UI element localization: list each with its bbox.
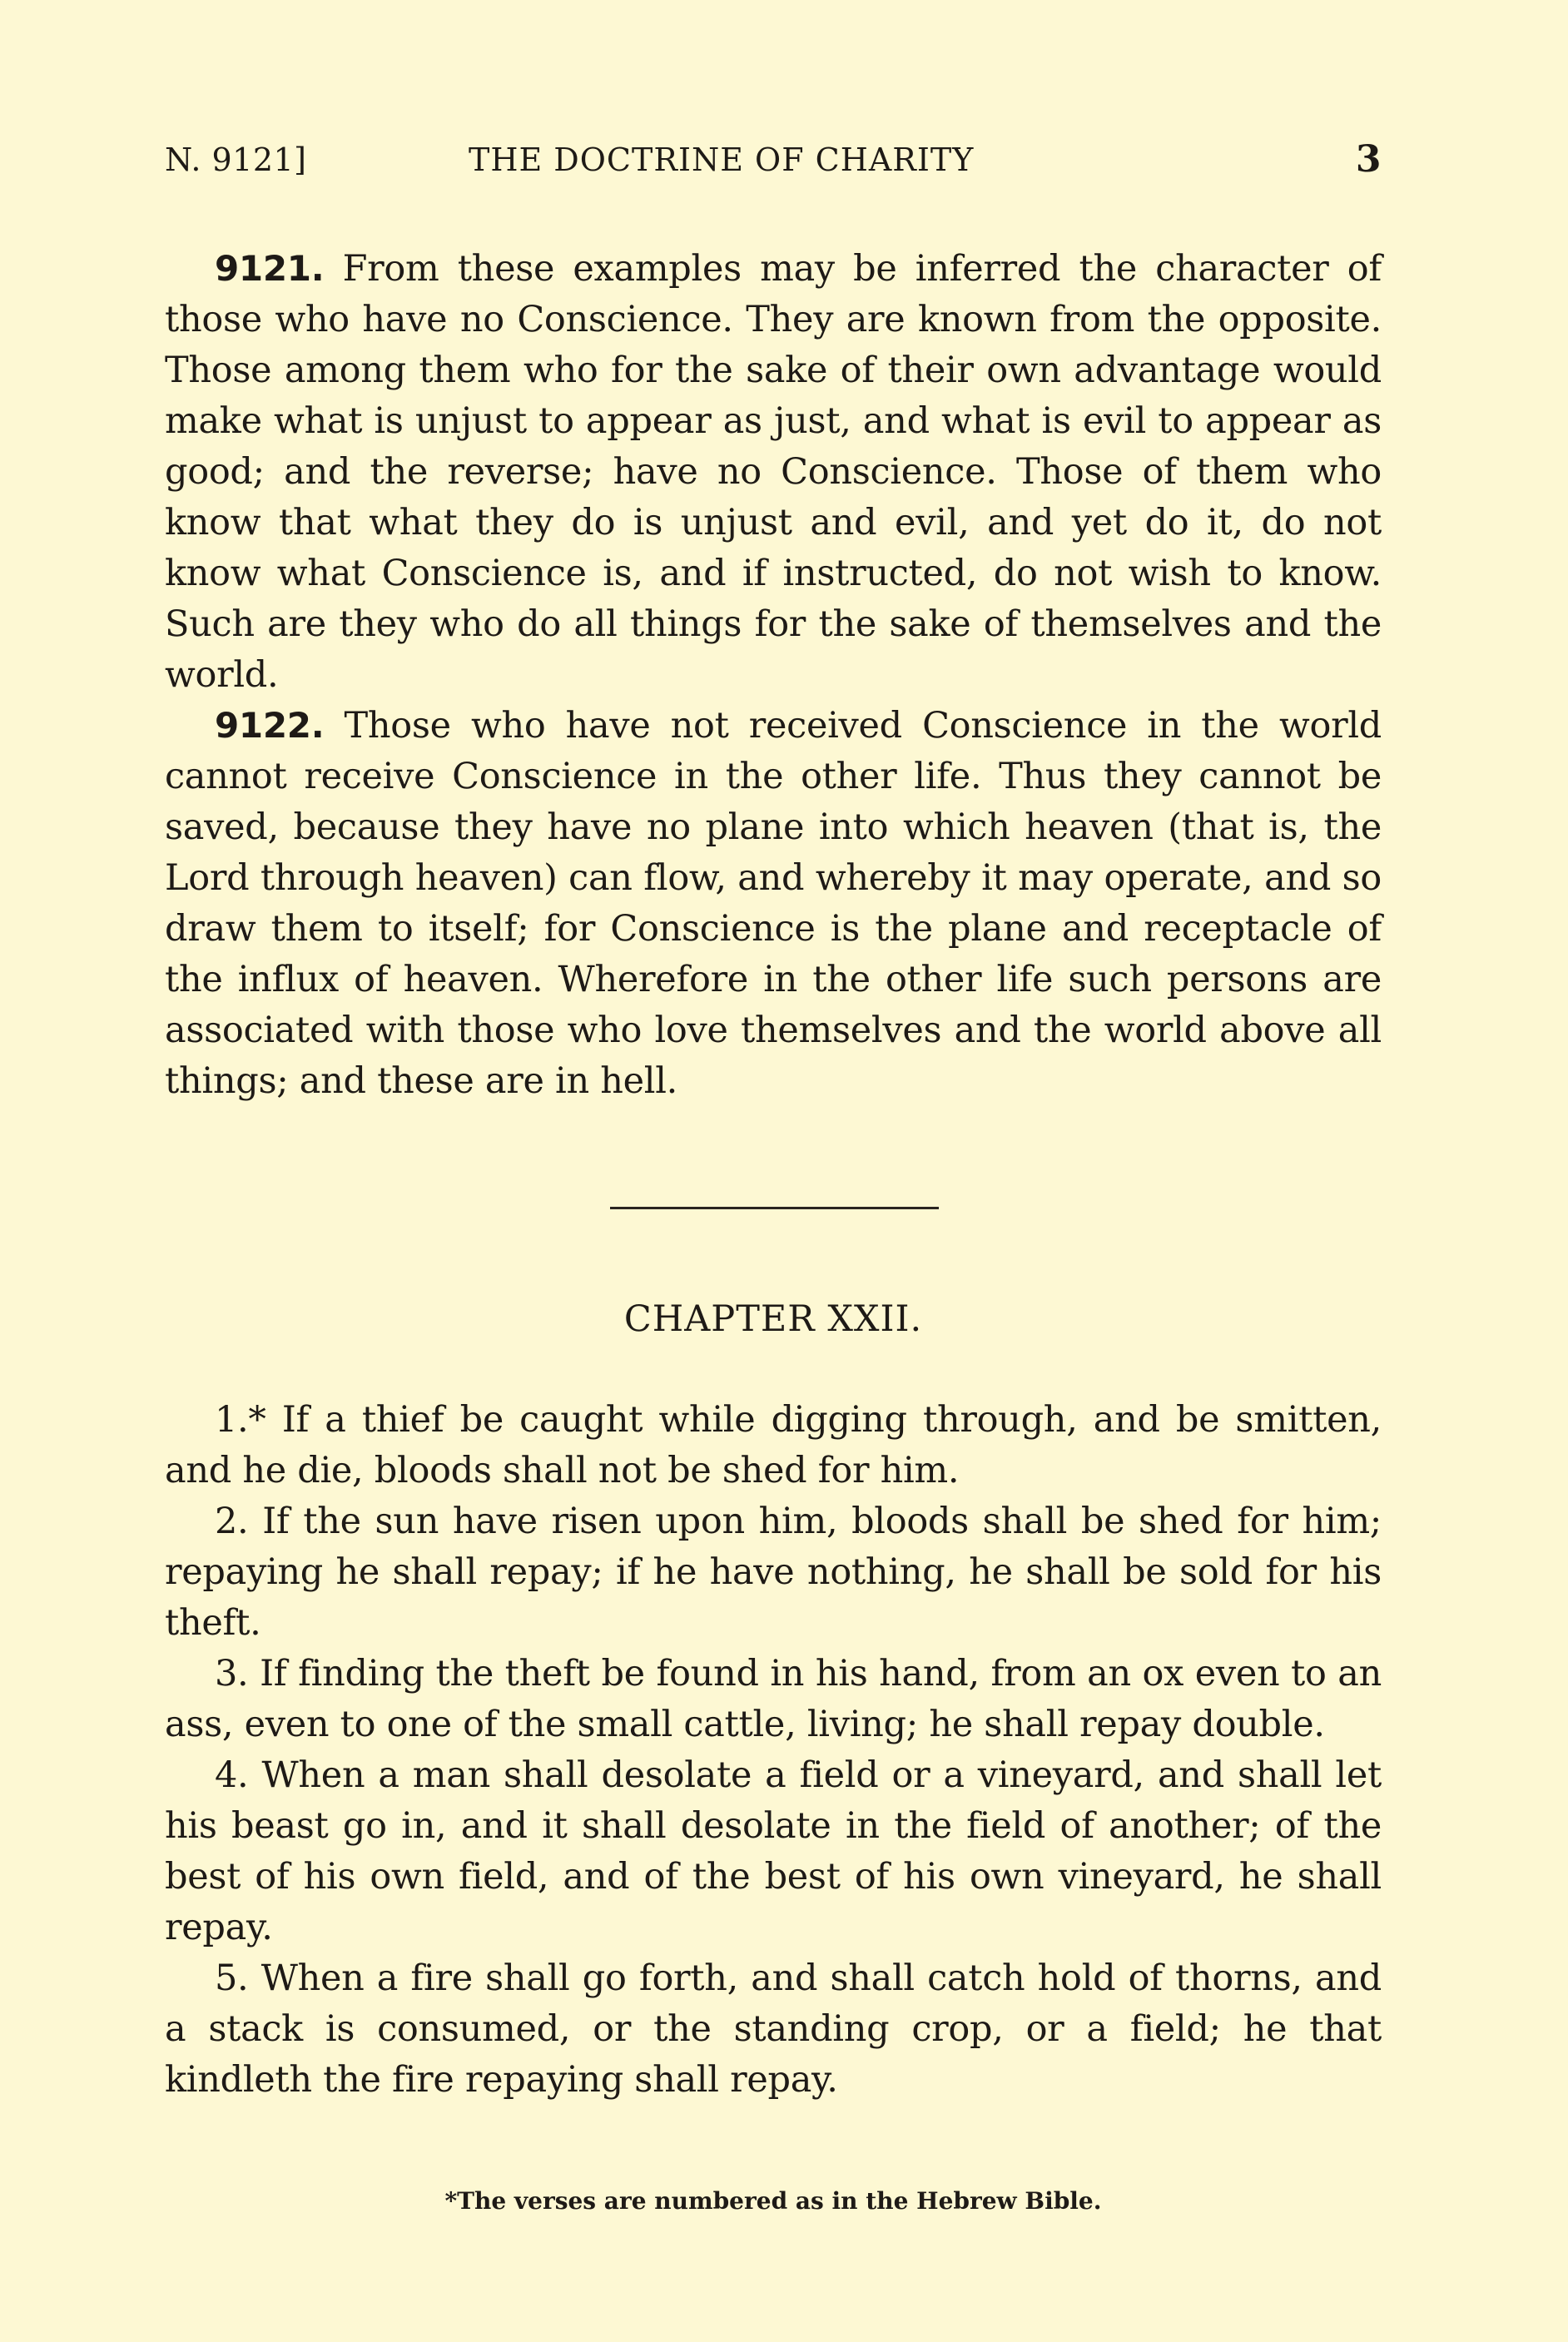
verse-number: 2. bbox=[215, 1501, 249, 1542]
verse bbox=[165, 1750, 1382, 1953]
verse bbox=[165, 1496, 1382, 1649]
running-head bbox=[165, 138, 1382, 183]
book-title: THE DOCTRINE OF CHARITY bbox=[469, 141, 975, 178]
chapter-heading: CHAPTER XXII. bbox=[623, 1298, 923, 1340]
section-9122 bbox=[165, 700, 1382, 1107]
section-divider-rule bbox=[610, 1207, 939, 1209]
verse-number: 3. bbox=[215, 1653, 249, 1694]
page-number: 3 bbox=[1355, 138, 1382, 181]
section-9121 bbox=[165, 243, 1382, 701]
footnote: *The verses are numbered as in the Hebrew Bible. bbox=[444, 2187, 1102, 2215]
verse-text: If the sun have risen upon him, bloods shall be shed for him; repaying he shall repay; if he have nothing, he shall be sold for his theft. bbox=[165, 1501, 1382, 1644]
section-text: Those who have not received Conscience in the world cannot receive Conscience in the other life. Thus they cannot be saved, because they have no plane into which heaven (that is, the Lord through heaven) can flow, and whereby it may operate, and so draw them to itself; for Conscience is the plane and receptacle of the influx of heaven. Wherefore in the other life such persons are associated with those who love themselves and the world above all things; and these are in hell. bbox=[165, 705, 1382, 1102]
paragraph bbox=[165, 700, 1382, 1107]
verse bbox=[165, 1953, 1382, 2106]
paragraph bbox=[165, 243, 1382, 701]
verse-text: If finding the theft be found in his hand, from an ox even to an ass, even to one of the small cattle, living; he shall repay double. bbox=[165, 1653, 1382, 1745]
section-reference: N. 9121] bbox=[165, 141, 307, 178]
section-text: From these examples may be inferred the character of those who have no Conscience. They are known from the opposite. Those among them who for the sake of their own advantage would make what is unjust to appear as just, and what is evil to appear as good; and the reverse; have no Conscience. Those of them who know that what they do is unjust and evil, and yet do it, do not know what Conscience is, and if instructed, do not wish to know. Such are they who do all things for the sake of themselves and the world. bbox=[165, 248, 1382, 696]
verse-text: When a man shall desolate a field or a vineyard, and shall let his beast go in, and it shall desolate in the field of another; of the best of his own field, and of the best of his own vineyard, he shall repay. bbox=[165, 1754, 1382, 1948]
verse-number: 5. bbox=[215, 1957, 249, 1999]
verse-number: 1.* bbox=[215, 1399, 266, 1441]
verse-number: 4. bbox=[215, 1754, 249, 1796]
verse-text: If a thief be caught while digging through, and be smitten, and he die, bloods shall not be shed for him. bbox=[165, 1399, 1382, 1491]
section-number: 9122. bbox=[215, 705, 325, 746]
chapter-verses bbox=[165, 1395, 1382, 2106]
verse-text: When a fire shall go forth, and shall catch hold of thorns, and a stack is consumed, or the standing crop, or a field; he that kindleth the fire repaying shall repay. bbox=[165, 1957, 1382, 2101]
verse bbox=[165, 1649, 1382, 1750]
section-number: 9121. bbox=[215, 248, 325, 289]
verse bbox=[165, 1395, 1382, 1496]
